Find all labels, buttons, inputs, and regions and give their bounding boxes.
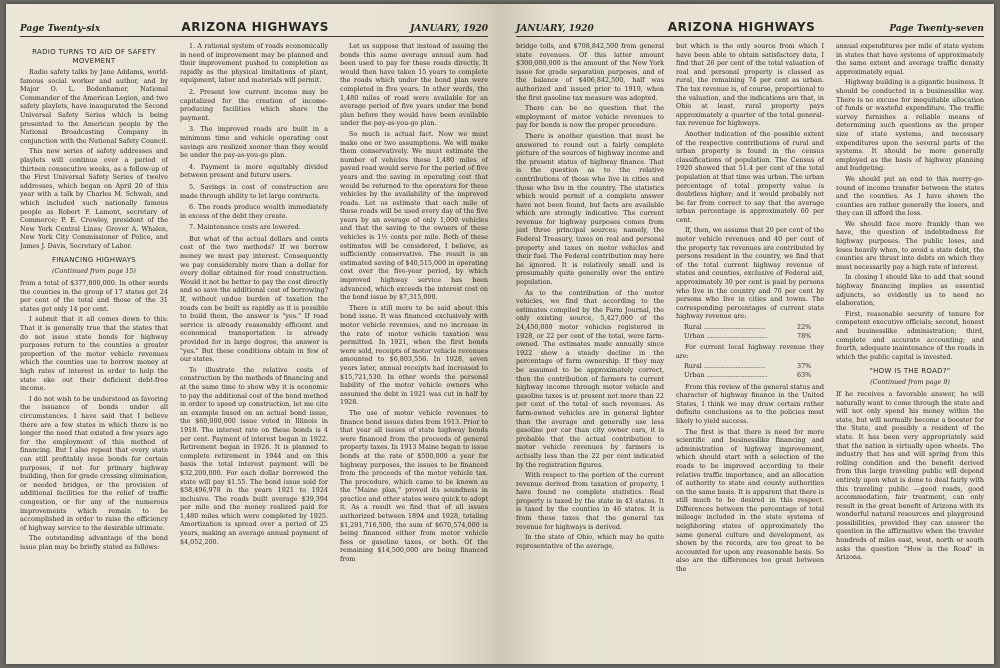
paragraph: With respect to the portion of the current revenue derived from taxation of property, I have found no complete statistics. Real property is taxed by the state in 43 states. It is taxed by the counties in 46 states. It is from these taxes that the general tax revenue for highways is derived. <box>516 471 664 531</box>
paragraph: For current local highway revenue they are: <box>676 343 824 360</box>
paragraph: So much is actual fact. Now we must make one or two assumptions. We will make them conservatively. We must estimate the number of vehicles these 1,480 miles of paved road would serve for the period of five years and the saving in operating cost that would be returned to the operators for these vehicles by the availability of the improved roads. Let us estimate that each mile of these roads will be used every day of the five years by an average of only 1,000 vehicles and that the saving to the owners of these vehicles is 1½ cents per mile. Both of these estimates will be considered, I believe, as sufficiently conservative. The result is an estimated saving of $40,515,000 in operating cost over the five-year period, by which improved highway service has been advanced, which exceeds the interest cost on the bond issue by $7,315,000. <box>340 129 488 302</box>
paragraph: As to the contribution of the motor vehicles, we find that according to the estimates compiled by the Farm Journal, the only existing source, 5,427,000 of the 24,450,000 motor vehicles registered in 1928, or 22 per cent of the total, were farm-owned. The estimates made annually since 1922 show a steady decline in the percentage of farm ownership. If they may be assumed to be approximately correct, then the contribution of farmers to current highway income through motor vehicle and gasoline taxes is at present not more than 22 per cent of the total of such revenues. As farm-owned vehicles are in general lighter than the average and generally use less gasoline per car than city owner cars, it is probable that the actual contribution to motor vehicle revenues by farmers is actually less than the 22 per cent indicated by the registration figures. <box>516 288 664 469</box>
paragraph: We should put an end to this merry-go-round of income transfer between the states and the counties. As I have shown the counties are rather generally the losers, and they can ill afford the loss. <box>836 174 984 218</box>
paragraph: In closing I should like to add that sound highway financing implies as essential adjuncts, so evidently as to need no elaboration, <box>836 273 984 308</box>
paragraph: If, then, we assume that 20 per cent of the motor vehicle revenues and 40 per cent of the property tax revenues are contributed by persons resident in the country, we find that of the total current highway revenue of states and counties, exclusive of Federal aid, approximately 30 per cent is paid by persons who live in the country and 70 per cent by persons who live in cities and towns. The corresponding percentages of current state highway revenue are: <box>676 226 824 321</box>
paragraph: If he receives a favorable answer, he will naturally want to come through the state and will not only spend his money within the state, but will normally become a booster for the State, and possibly a resident of the state. It has been very appropriately said that the nation is virtually upon wheels. The industry that has and will spring from this rolling condition and the benefit derived from this large traveling public will depend entirely upon what is done to deal fairly with this traveling public —good roads, good accommodation, fair treatment, can only result in the great benefit of Arizona with its wonderful natural resources and playground possibilities, provided they can answer the question in the affirmative when the traveler hundreds of miles east, west, north or south asks the question "How is the Road" in Arizona. <box>836 389 984 562</box>
right-columns <box>516 42 984 654</box>
left-page <box>6 4 500 664</box>
left-magazine-title: ARIZONA HIGHWAYS <box>181 20 329 34</box>
paragraph: from a total of $377,800,000. In other words the counties in the group of 17 states get 24 per cent of the total and those of the 31 states get only 14 per cent. <box>20 279 168 313</box>
list-item: 1. A rational system of roads economically in need of improvement may be planned and their improvement pushed to completion as rapidly as the physical limitations of plant, equipment, labor and materials will permit. <box>180 42 328 85</box>
continued-note: (Continued from page 9) <box>870 378 950 387</box>
list-item: 7. Maintenance costs are lowered. <box>189 223 301 232</box>
paragraph: Radio safety talks by Jane Addams, world-famous social worker and author, and by Major O. L. Bodenhamer, National Commander of the American Legion, and two safety playlets, have inaugurated the Second Universal Safety Series which is being presented to the American people by the National Broadcasting Company in conjunction with the National Safety Council. <box>20 68 168 145</box>
paragraph: From this review of the general status and character of highway finance in the United States, I think we may draw certain rather definite conclusions as to the policies most likely to yield success. <box>676 382 824 425</box>
paragraph: The use of motor vehicle revenues to finance bond issues dates from 1913. Prior to that year all issues of state highway bonds were financed from the proceeds of general property taxes. In 1913 Maine began to issue bonds at the rate of $500,000 a year for highway purposes, the issues to be financed from the proceeds of the motor vehicle tax. The procedure, which came to be known as the "Maine plan," proved its soundness in practice and other states were quick to adopt it. As a result we find that of all issues authorized between 1894 and 1928, totaling $1,291,716,500, the sum of $670,574,000 is being financed either from motor vehicle fees or gasoline taxes, or both. Of the remaining $14,500,000 are being financed from <box>340 408 488 564</box>
table-value: 22% <box>797 323 812 331</box>
magazine-spread <box>6 4 994 664</box>
article-heading-financing: FINANCING HIGHWAYS <box>51 256 137 265</box>
paragraph: Another indication of the possible extent of the respective contributions of rural and urban property is found in the census classifications of population. The Census of 1920 showed that 51.4 per cent of the total population at that time was urban. The urban percentage of total property value is doubtless higher; and it would probably not be far from correct to say that the average urban percentage is approximately 60 per cent. <box>676 129 824 224</box>
left-page-number: Page Twenty-six <box>20 24 101 34</box>
paragraph: Highway building is a gigantic business. It should be conducted in a businesslike way. There is no excuse for inequitable allocation of funds or wasteful expenditure. The traffic survey furnishes a reliable means of determining such questions as the proper size of state systems, and necessary expenditures upon the several parts of the systems. It should be more generally employed as the basis of highway planning and budgeting. <box>836 78 984 173</box>
table-value: 78% <box>797 331 812 340</box>
continued-note: (Continued from page 15) <box>52 267 136 276</box>
right-page <box>500 4 994 664</box>
table-row <box>684 362 811 371</box>
advantages-list <box>180 42 328 232</box>
right-issue-date: JANUARY, 1920 <box>516 24 594 34</box>
table-label: Urban ..... <box>684 371 797 380</box>
paragraph: bridge tolls, and $708,842,500 from general state revenues. Of this latter amount $300,000,000 is the amount of the New York issue for grade separation purposes, and of the balance of $406,842,500, half was authorized and issued prior to 1919, when the first gasoline tax measure was adopted. <box>516 42 664 102</box>
paragraph: I do not wish to be understood as favoring the issuance of bonds under all circumstances. I have said that I believe there are a few states in which there is no longer the need that existed a few years ago for the employment of this method of financing. But I also repeat that every state can still profitably issue bonds for certain purposes, if not for primary highway building, then for grade crossing elimination, or needed bridges, or the provision of additional facilities for the relief of traffic congestion, or for any of the numerous improvements which remain to be accomplished in order to raise the efficiency of highway service to the desirable ultimate. <box>20 394 168 532</box>
right-column-1 <box>516 42 664 654</box>
paragraph: I submit that it all comes down to this: That it is generally true that the states that do not issue state bonds for highway purposes return to the counties a greater proportion of the motor vehicle revenues which the counties use to borrow money at high rates of interest in order to help the state eke out their deficient debt-free income. <box>20 315 168 393</box>
left-column-2 <box>180 42 328 654</box>
right-column-3 <box>836 42 984 654</box>
list-item: 3. The improved roads are built in a minimum time and vehicle operating cost savings are realized sooner than they would be under the pay-as-you-go plan. <box>180 125 328 160</box>
table-label: Urban ..... <box>684 332 797 341</box>
list-item: 6. The roads produce wealth immediately in excess of the debt they create. <box>180 203 328 220</box>
paragraph: There can be no question that the employment of motor vehicle revenues to pay for bonds is now the proper procedure. <box>516 104 664 130</box>
table-value: 63% <box>797 370 812 379</box>
article-heading-radio: RADIO TURNS TO AID OF SAFETY MOVEMENT <box>32 48 156 65</box>
paragraph: There is another question that must be answered to round out a fairly complete picture of the sources of highway income and the present status of highway finance. That is the question as to the relative contributions of those who live in cities and those who live in the country. The statistics which would permit of a complete answer have not been found, but facts are available which are strongly indicative. The current revenue for highway purposes comes from just three principal sources; namely, the Federal Treasury, taxes on real and personal property and taxes on motor vehicles and their fuel. The Federal contribution may here be ignored. It is relatively small and is presumably quite generally over the entire population. <box>516 131 664 287</box>
local-revenue-table <box>684 362 811 379</box>
right-magazine-title: ARIZONA HIGHWAYS <box>667 20 816 34</box>
paragraph: To illustrate the relative costs of construction by the methods of financing and at the same time to show why it is economic to pay the additional cost of the bond method in order to speed up construction, let me cite an example based on an actual bond issue, the $60,000,000 issue voted in Illinois in 1918. The interest rate on these bonds is 4 per cent. Payment of interest began in 1922. Retirement began in 1926. It is planned to complete retirement in 1944 and on this basis the total interest payment will be $32,200,000. For each dollar borrowed the state will pay $1.55. The bond issue sold for $58,496,978 in the years 1921 to 1924 inclusive. The roads built average $39,394 per mile and the money realized paid for 1,480 miles which were completed by 1925. Amortization is spread over a period of 25 years, making an average annual payment of $4,052,200. <box>180 365 328 546</box>
left-columns <box>20 42 488 654</box>
right-column-2 <box>676 42 824 654</box>
right-running-header <box>516 16 984 37</box>
paragraph: There is still more to be said about this bond issue. It was financed exclusively with motor vehicle revenues, and no increase in the rate of motor vehicle taxation was permitted. In 1921, when the first bonds were sold, receipts of motor vehicle revenues amounted to $6,803,556. In 1928, seven years later, annual receipts had increased to $15,721,530. In other words the personal liability of the motor vehicle owners who assumed the debt in 1921 was cut in half by 1928. <box>340 303 488 407</box>
list-item: 5. Savings in cost of construction are made through ability to let large contracts. <box>180 182 328 200</box>
paragraph: but which is the only source from which I have been able to obtain satisfactory data, I find that 26 per cent of the total valuation of real and personal property is classed as rural, the remaining 74 per cent as urban. The tax revenue is, of course, proportional to the valuation, and the indications are that, in Ohio at least, rural property pays approximately a quarter of the total general-tax revenue for highways. <box>676 42 824 128</box>
paragraph: Let us suppose that instead of issuing the bonds this same average annual sum had been used to pay for these roads directly. It would then have taken 15 years to complete the roads which under the bond plan were completed in five years. In other words, the 1,480 miles of road were available for an average period of five years under the bond plan before they would have been available under the pay-as-you-go plan. <box>340 42 488 128</box>
left-running-header <box>20 16 488 37</box>
paragraph: First, reasonable security of tenure for competent executive officials; second, honest and businesslike administration; third, complete and accurate accounting; and fourth, adequate maintenance of the roads in which the public capital is invested. <box>836 309 984 361</box>
paragraph: annual expenditures per mile of state system in states that have systems of approximately the same extent and average traffic density approximately equal. <box>836 42 984 76</box>
table-row <box>684 371 811 380</box>
left-column-3 <box>340 42 488 654</box>
paragraph: This new series of safety addresses and playlets will continue over a period of thirteen consecutive weeks, as a follow-up of the First Universal Safety Series of twelve addresses, which began on April 20 of this year with a talk by Charles M. Schwab, and which included such nationally famous people as Robert F. Lamont, secretary of Commerce; P. E. Crowley, president of the New York Central Lines; Grover A. Whalen, New York City Commissioner of Police, and James J. Davis, Secretary of Labor. <box>20 147 168 250</box>
list-item: 2. Present low current income may be capitalized for the creation of income-producing facilities which share the payment. <box>180 87 328 122</box>
list-item: 4. Payment is more equitably divided between present and future users. <box>180 162 328 180</box>
table-row <box>684 323 811 332</box>
paragraph: In the state of Ohio, which may be quite representative of the average, <box>516 533 664 550</box>
state-revenue-table <box>684 323 811 340</box>
table-row <box>684 332 811 341</box>
paragraph: The outstanding advantage of the bond issue plan may be briefly stated as follows: <box>20 534 168 551</box>
left-issue-date: JANUARY, 1920 <box>410 24 488 34</box>
paragraph: But what of the actual dollars and cents cost of the two methods? If we borrow money we must pay interest. Consequently we pay considerably more than a dollar for every dollar obtained for road construction. Would it not be better to pay the cost directly and so save the additional cost of borrowing? If, without undue burden of taxation the roads can be built as rapidly as it is possible to build them, the answer is "yes." If road service is already reasonably efficient and economical transportation is already provided for in large degree, the answer is "yes." But these conditions obtain in few of our states. <box>180 234 328 364</box>
table-label: Rural ..... <box>684 362 797 371</box>
article-heading-road: "HOW IS THE ROAD?" <box>869 367 951 376</box>
paragraph: The first is that there is need for more scientific and businesslike financing and administration of highway improvement, which should start with a selection of the roads to be improved according to their relative traffic importance, and an allocation of authority to state and county authorities on the same basis. It is apparent that there is still much to be desired in this respect. Differences between the percentage of total mileage included in the state systems of neighboring states of approximately the same general culture and development, as shown by the records, are too great to be accounted for upon any reasonable basis. So also are the differences too great between the <box>676 427 824 574</box>
paragraph: We should face more frankly than we have, the question of indebtedness for highway purposes. The public loses, and loses heavily when, to avoid a state debt, the counties are thrust into debts on which they must necessarily pay a high rate of interest. <box>836 219 984 271</box>
left-column-1 <box>20 42 168 654</box>
right-page-number: Page Twenty-seven <box>889 24 984 34</box>
table-value: 37% <box>797 362 812 371</box>
table-label: Rural ..... <box>684 323 797 332</box>
